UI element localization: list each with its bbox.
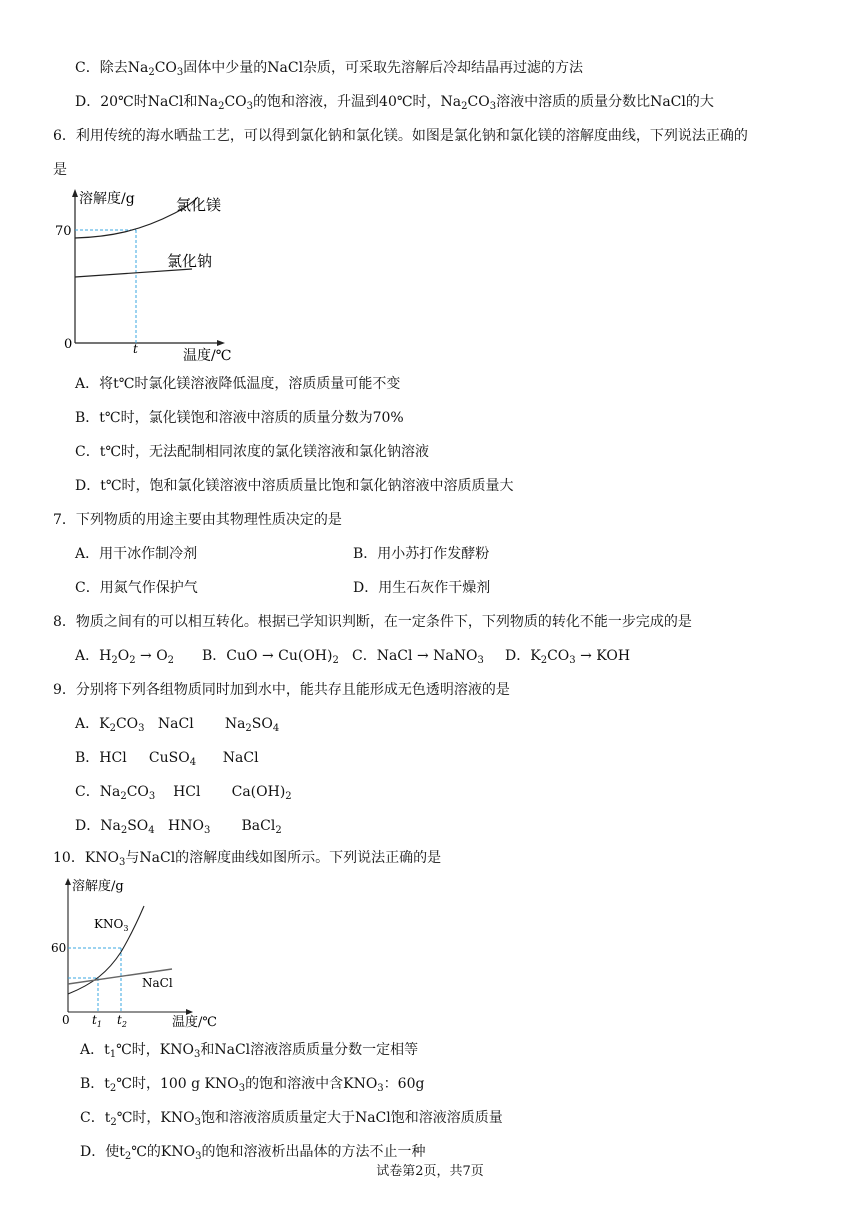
q6-x-tick: t: [133, 342, 138, 356]
q7-option-b: B．用小苏打作发酵粉: [353, 546, 490, 562]
q6-y-axis-arrow: [72, 189, 78, 197]
q6-curve1-label: 氯化镁: [176, 196, 222, 214]
q5-option-d: D．20℃时NaCl和$Na_2CO_3$的饱和溶液，升温到40℃时，$Na_2CO_3$溶液中溶质的质量分数比NaCl的大: [75, 94, 714, 112]
q6-option-c: C．t℃时，无法配制相同浓度的氯化镁溶液和氯化钠溶液: [75, 444, 429, 460]
q7-option-a: A．用干冰作制冷剂: [75, 546, 198, 562]
q6-curve2-label: 氯化钠: [167, 252, 213, 270]
q8-option-a: A．$H_2O_2 \to O_2$: [75, 648, 175, 666]
q8-option-c: C．NaCl → NaNO$_3$: [352, 648, 484, 666]
page-footer: 试卷第2页，共7页: [376, 1164, 484, 1179]
q7-option-d: D．用生石灰作干燥剂: [353, 580, 491, 596]
q5-option-c: C．除去$Na_2CO_3$固体中少量的NaCl杂质，可采取先溶解后冷却结晶再过滤的方法: [75, 60, 584, 78]
q10-x-tick-t1: $t_1$: [92, 1013, 102, 1029]
q6-option-d: D．t℃时，饱和氯化镁溶液中溶质质量比饱和氯化钠溶液中溶质质量大: [75, 478, 514, 494]
q6-x-axis-arrow: [217, 340, 225, 346]
q6-stem-cont: 是: [53, 162, 67, 178]
q9-option-b: B．HCl CuSO$_4$ NaCl: [75, 750, 259, 768]
q10-x-label: 温度/℃: [172, 1015, 217, 1030]
q8-option-d: D．$K_2CO_3$ → KOH: [505, 648, 631, 666]
q6-solubility-chart: [50, 185, 260, 365]
q6-y-tick: 70: [55, 224, 72, 239]
q10-stem: 10．$KNO_3$与NaCl的溶解度曲线如图所示。下列说法正确的是: [53, 850, 442, 868]
q6-stem: 6．利用传统的海水晒盐工艺，可以得到氯化钠和氯化镁。如图是氯化钠和氯化镁的溶解度曲线，下列说法正确的: [53, 128, 748, 144]
q10-option-d: D．使$t_2℃$的$KNO_3$的饱和溶液析出晶体的方法不止一种: [80, 1144, 426, 1162]
q7-stem: 7．下列物质的用途主要由其物理性质决定的是: [53, 512, 342, 528]
q9-option-c: C．$Na_2CO_3$ HCl $Ca(OH)_2$: [75, 784, 292, 802]
q10-option-a: A．$t_1℃$时，$KNO_3$和NaCl溶液溶质质量分数一定相等: [80, 1042, 419, 1060]
q10-origin: 0: [62, 1013, 70, 1027]
q10-x-tick-t2: $t_2$: [117, 1013, 127, 1029]
q8-stem: 8．物质之间有的可以相互转化。根据已学知识判断，在一定条件下，下列物质的转化不能一步完成的是: [53, 614, 692, 630]
q6-origin: 0: [64, 337, 73, 352]
q9-option-a: A．$K_2CO_3$ NaCl $Na_2SO_4$: [75, 716, 280, 734]
q10-curve2-label: NaCl: [142, 976, 173, 990]
q6-option-b: B．t℃时，氯化镁饱和溶液中溶质的质量分数为70%: [75, 410, 404, 426]
q10-option-c: C．$t_2℃$时，$KNO_3$饱和溶液溶质质量定大于NaCl饱和溶液溶质质量: [80, 1110, 503, 1128]
q10-y-label: 溶解度/g: [72, 879, 124, 894]
q10-curve1-label: $KNO_3$: [94, 917, 129, 933]
q10-y-axis-arrow: [65, 878, 71, 885]
q6-x-label: 温度/℃: [183, 348, 232, 364]
q6-option-a: A．将t℃时氯化镁溶液降低温度，溶质质量可能不变: [75, 376, 401, 392]
q7-option-c: C．用氮气作保护气: [75, 580, 198, 596]
q6-y-label: 溶解度/g: [79, 191, 135, 207]
q9-stem: 9．分别将下列各组物质同时加到水中，能共存且能形成无色透明溶液的是: [53, 682, 510, 698]
q9-option-d: D．$Na_2SO_4$ $HNO_3$ BaCl$_2$: [75, 818, 282, 836]
q10-option-b: B．$t_2℃$时，100 g $KNO_3$的饱和溶液中含$KNO_3$：60g: [80, 1076, 425, 1094]
q10-solubility-chart: [48, 872, 228, 1032]
q8-option-b: B．CuO → $Cu(OH)_2$: [202, 648, 339, 666]
q10-y-tick: 60: [51, 941, 67, 955]
q6-nacl-curve: [75, 269, 192, 277]
